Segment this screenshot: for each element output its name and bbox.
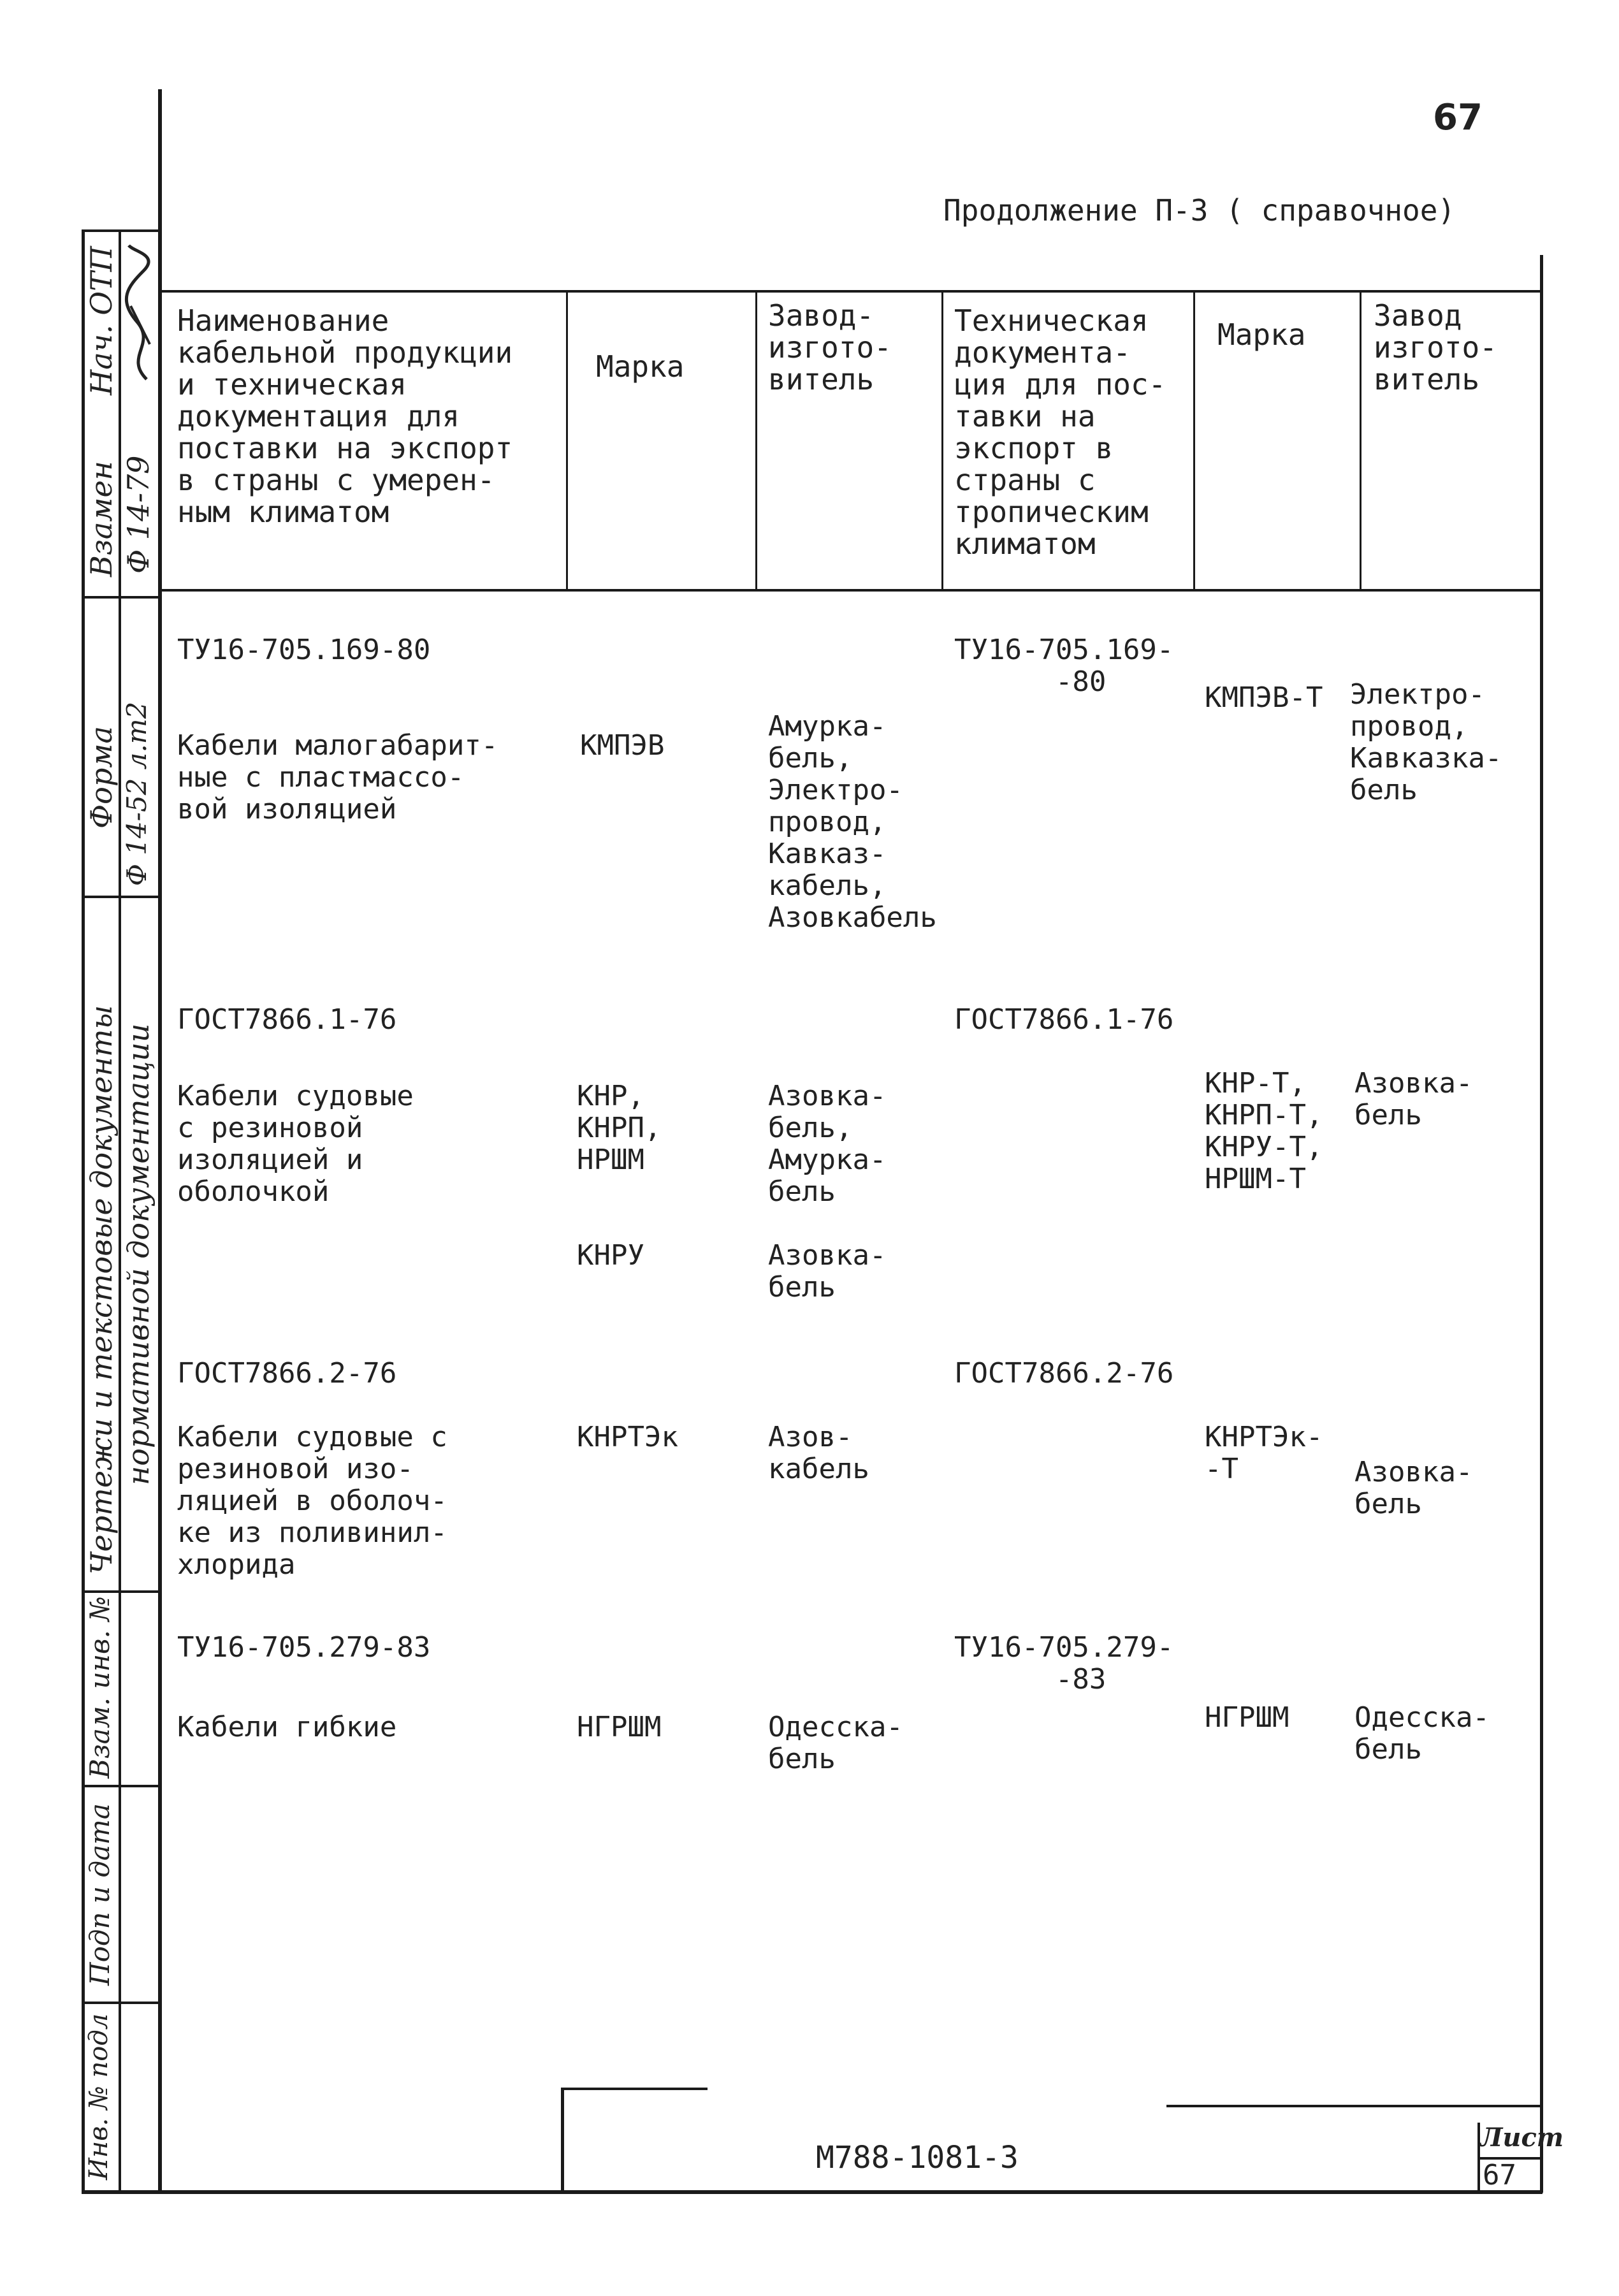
- col-divider-1: [566, 290, 568, 591]
- row4-mark: НГРШМ: [577, 1711, 662, 1743]
- header-maker2: Завод изгото- витель: [1374, 298, 1497, 396]
- row3-name: Кабели судовые с резиновой изо- ляцией в оболоч- ке из поливинил- хлорида: [177, 1421, 447, 1581]
- row2-doc: ГОСТ7866.1-76: [177, 1003, 397, 1036]
- sidebar-vzam-inv: Взам. инв. №: [84, 1596, 115, 1778]
- col-divider-5: [1360, 290, 1361, 591]
- row4-name: Кабели гибкие: [177, 1711, 397, 1743]
- list-number: 67: [1483, 2159, 1516, 2191]
- row2-mark2: КНР-Т, КНРП-Т, КНРУ-Т, НРШМ-Т: [1205, 1067, 1323, 1195]
- frame-bottom: [82, 2190, 1543, 2194]
- row2-mark: КНР, КНРП, НРШМ: [577, 1080, 662, 1176]
- row4-mark2: НГРШМ: [1205, 1701, 1289, 1734]
- row4-maker2: Одесска- бель: [1354, 1701, 1490, 1766]
- row1-maker: Амурка- бель, Электро- провод, Кавказ- кабель, Азовкабель: [768, 710, 937, 934]
- sidebar-vzamen-label: Взамен: [84, 461, 119, 577]
- sidebar-podp-data: Подп и дата: [84, 1803, 115, 1986]
- table-header-bottom-line: [159, 589, 1543, 592]
- row3-mark: КНРТЭк: [577, 1421, 678, 1453]
- row2-maker: Азовка- бель, Амурка- бель: [768, 1080, 887, 1208]
- side-div-3: [82, 1590, 158, 1593]
- header-tech-doc: Техническая документа- ция для пос- тавки на экспорт в страны с тропическим климатом: [954, 303, 1166, 561]
- side-div-top: [82, 229, 158, 232]
- document-designation: М788-1081-3: [816, 2140, 1019, 2176]
- sidebar-docs-line1: Чертежи и текстовые документы: [84, 1005, 119, 1574]
- sidebar-nach-label: Нач. ОТП: [84, 246, 119, 395]
- list-label: Лист: [1480, 2123, 1564, 2153]
- header-mark: Марка: [596, 349, 685, 384]
- row3-mark2: КНРТЭк- -Т: [1205, 1421, 1323, 1485]
- sidebar-docs-line2: нормативной документации: [121, 1023, 156, 1485]
- continuation-title: Продолжение П-3 ( справочное): [943, 193, 1456, 228]
- row1-mark: КМПЭВ: [580, 729, 665, 762]
- signature-icon: [121, 242, 161, 382]
- row3-tdoc: ГОСТ7866.2-76: [954, 1357, 1174, 1390]
- row4-maker: Одесска- бель: [768, 1711, 903, 1775]
- header-maker: Завод- изгото- витель: [768, 298, 892, 396]
- col-divider-3: [941, 290, 943, 591]
- row2-maker2: Азовка- бель: [1354, 1067, 1473, 1131]
- row1-tdoc: ТУ16-705.169- -80: [954, 634, 1174, 698]
- row3-maker: Азов- кабель: [768, 1421, 869, 1485]
- side-div-1: [82, 596, 158, 599]
- frame-right: [1540, 255, 1543, 2193]
- row4-doc: ТУ16-705.279-83: [177, 1631, 431, 1664]
- row1-name: Кабели малогабарит- ные с пластмассо- вой изоляцией: [177, 729, 498, 825]
- side-div-4: [82, 1785, 158, 1787]
- stamp-top-line-a: [561, 2088, 708, 2090]
- table-top-line: [159, 290, 1543, 293]
- row2-name: Кабели судовые с резиновой изоляцией и оболочкой: [177, 1080, 414, 1208]
- row3-maker2: Азовка- бель: [1354, 1456, 1473, 1520]
- stamp-left-line: [561, 2088, 564, 2193]
- header-mark2: Марка: [1217, 317, 1306, 352]
- col-divider-2: [755, 290, 757, 591]
- col-divider-4: [1193, 290, 1195, 591]
- row1-doc: ТУ16-705.169-80: [177, 634, 431, 666]
- stamp-top-line-b: [1166, 2105, 1543, 2107]
- sidebar-forma-label: Форма: [84, 726, 119, 829]
- row1-mark2: КМПЭВ-Т: [1205, 681, 1323, 714]
- sidebar-vzamen-value: Ф 14-79: [121, 455, 156, 574]
- sidebar-inv-podl: Инв. № подл: [84, 2013, 113, 2180]
- row4-tdoc: ТУ16-705.279- -83: [954, 1631, 1174, 1696]
- sidebar-forma-value: Ф 14-52 л.т2: [121, 701, 152, 886]
- row1-maker2: Электро- провод, Кавказка- бель: [1350, 678, 1502, 806]
- frame-left-main: [158, 89, 162, 2193]
- row2-maker-b: Азовка- бель: [768, 1239, 887, 1304]
- row2-tdoc: ГОСТ7866.1-76: [954, 1003, 1174, 1036]
- row3-doc: ГОСТ7866.2-76: [177, 1357, 397, 1390]
- side-div-5: [82, 2002, 158, 2004]
- side-div-2: [82, 896, 158, 898]
- page-number: 67: [1433, 97, 1483, 138]
- row2-mark-b: КНРУ: [577, 1239, 644, 1272]
- header-name: Наименование кабельной продукции и техническая документация для поставки на экспорт в страны с умерен- ным климатом: [177, 303, 513, 529]
